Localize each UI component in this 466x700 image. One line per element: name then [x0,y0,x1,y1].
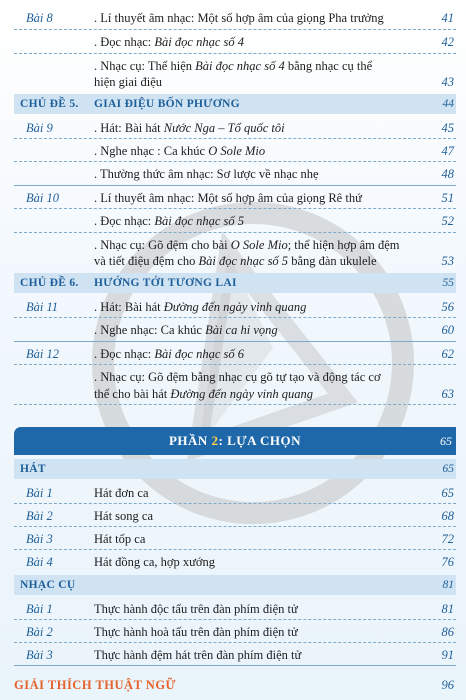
lesson-label: Bài 12 [26,347,59,361]
toc-row[interactable] [14,209,456,233]
text-segment: . Lí thuyết âm nhạc: Một số hợp âm của giọng Rê thứ [94,191,362,205]
part-2-header[interactable] [14,427,456,455]
lesson-title-line2: hiện giai điệu [94,75,163,89]
text-segment: thể cho bài hát [94,387,171,401]
page-number: 65 [441,486,454,500]
lesson-label: Bài 1 [26,486,53,500]
lesson-label: Bài 4 [26,555,53,569]
page-number: 44 [442,98,454,110]
italic-title-text: Nước Nga – Tổ quốc tôi [163,121,285,135]
lesson-title: Hát tốp ca [94,532,146,546]
italic-title-text: Bài đọc nhạc số 5 [198,254,289,268]
text-segment: . Nhạc cụ: Gõ đệm cho bài [94,238,231,252]
lesson-title-line2 [94,386,426,402]
page-number: 65 [442,463,454,475]
page-number: 45 [441,121,454,135]
toc-row[interactable] [14,342,456,365]
page-number: 43 [441,75,454,89]
section-title: NHẠC CỤ [20,579,76,591]
lesson-title: Thực hành độc tấu trên đàn phím điện tử [94,602,298,616]
toc-row[interactable] [14,504,456,527]
page-number: 91 [441,648,454,662]
italic-title-text: O Sole Mio [230,238,288,252]
page-number: 65 [440,434,452,448]
toc-row[interactable] [14,162,456,186]
page-number: 63 [441,387,454,401]
text-segment: . Lí thuyết âm nhạc: Một số hợp âm của giọng Pha trưởng [94,11,384,25]
toc-row[interactable] [14,233,456,271]
page-number: 76 [441,555,454,569]
text-segment: và tiết điệu đệm cho [94,254,199,268]
lesson-title [94,369,426,385]
part-prefix: PHẦN [168,433,212,448]
topic-title: GIAI ĐIỆU BỐN PHƯƠNG [94,98,240,110]
lesson-title [94,143,426,159]
text-segment: . Nghe nhạc: Ca khúc [94,323,206,337]
lesson-title [94,190,426,206]
italic-title-text: O Sole Mio [208,144,266,158]
lesson-label: Bài 1 [26,602,53,616]
page-number: 47 [441,144,454,158]
page-number: 60 [441,323,454,337]
toc-row[interactable] [14,365,456,405]
italic-title-text: Bài đọc nhạc số 4 [195,59,285,73]
text-segment: ; thể hiện hợp âm đệm [287,238,400,252]
page-number: 72 [441,532,454,546]
toc-row[interactable] [14,643,456,666]
text-segment: . Nhạc cụ: Gõ đệm bằng nhạc cụ gõ tự tạo và động tác cơ [94,370,381,384]
page-number: 81 [441,602,454,616]
page-number: 41 [441,11,454,25]
glossary-title: GIẢI THÍCH THUẬT NGỮ [14,678,177,692]
toc-row[interactable] [14,6,456,30]
section-header-nhac-cu[interactable] [14,575,456,595]
part-suffix: : LỰA CHỌN [218,433,302,448]
lesson-title [94,346,426,362]
page-number: 62 [441,347,454,361]
lesson-label: Bài 8 [26,11,53,25]
toc-row[interactable] [14,30,456,54]
lesson-title [94,120,426,136]
text-segment: . Hát: Bài hát [94,300,164,314]
page-number: 86 [441,625,454,639]
toc-row[interactable] [14,54,456,92]
text-segment: . Hát: Bài hát [94,121,164,135]
lesson-title: Hát đơn ca [94,486,149,500]
lesson-title [94,213,426,229]
toc-row[interactable] [14,295,456,318]
toc-row[interactable] [14,620,456,643]
page-number: 56 [441,300,454,314]
italic-title-text: Bài ca hi vọng [205,323,278,337]
lesson-label: Bài 10 [26,191,59,205]
toc-row[interactable] [14,481,456,504]
lesson-label: Bài 9 [26,121,53,135]
lesson-title: Thực hành hoà tấu trên đàn phím điện tử [94,625,298,639]
lesson-title [94,34,426,50]
toc-row[interactable] [14,139,456,162]
glossary-entry[interactable] [14,676,456,694]
lesson-label: Bài 3 [26,648,53,662]
lesson-label: Bài 3 [26,532,53,546]
italic-title-text: Đường đến ngày vinh quang [170,387,314,401]
italic-title-text: Bài đọc nhạc số 5 [154,214,244,228]
lesson-title [94,166,426,182]
italic-title-text: Đường đến ngày vinh quang [163,300,307,314]
page-number: 42 [441,35,454,49]
page-number: 68 [441,509,454,523]
text-segment: . Đọc nhạc: [94,347,155,361]
italic-title-text: Bài đọc nhạc số 4 [154,35,244,49]
section-title: HÁT [20,463,46,475]
page-number: 81 [442,579,454,591]
text-segment: bằng nhạc cụ thể [284,59,373,73]
part-number: 2 [211,433,219,448]
text-segment: . Đọc nhạc: [94,214,155,228]
part-title [14,427,456,455]
toc-row[interactable] [14,318,456,342]
page-number: 53 [441,254,454,268]
page-number: 48 [441,167,454,181]
lesson-title [94,237,426,253]
text-segment: . Nhạc cụ: Thể hiện [94,59,196,73]
topic-number: CHỦ ĐỀ 6. [20,277,79,289]
section-header-hat[interactable] [14,459,456,479]
page-number: 55 [442,277,454,289]
page-number: 52 [441,214,454,228]
lesson-title: Thực hành đệm hát trên đàn phím điện tử [94,648,302,662]
topic-header-6[interactable] [14,273,456,293]
lesson-title [94,322,426,338]
page-number: 96 [441,678,454,692]
toc-row[interactable] [14,550,456,573]
text-segment: . Thường thức âm nhạc: Sơ lược về nhạc nhẹ [94,167,319,181]
toc-row[interactable] [14,597,456,620]
italic-title-text: Bài đọc nhạc số 6 [154,347,244,361]
topic-title: HƯỚNG TỚI TƯƠNG LAI [94,277,237,289]
lesson-title [94,299,426,315]
toc-row[interactable] [14,186,456,209]
lesson-label: Bài 11 [26,300,59,314]
topic-header-5[interactable] [14,94,456,114]
toc-row[interactable] [14,116,456,139]
toc-row[interactable] [14,527,456,550]
topic-number: CHỦ ĐỀ 5. [20,98,79,110]
text-segment: bằng đàn ukulele [288,254,377,268]
lesson-title: Hát đồng ca, hợp xướng [94,555,216,569]
text-segment: . Đọc nhạc: [94,35,155,49]
page-number: 51 [441,191,454,205]
text-segment: . Nghe nhạc : Ca khúc [94,144,209,158]
lesson-title-line2 [94,253,426,269]
lesson-title [94,58,426,74]
lesson-label: Bài 2 [26,625,53,639]
lesson-title: Hát song ca [94,509,154,523]
lesson-label: Bài 2 [26,509,53,523]
lesson-title [94,10,426,26]
